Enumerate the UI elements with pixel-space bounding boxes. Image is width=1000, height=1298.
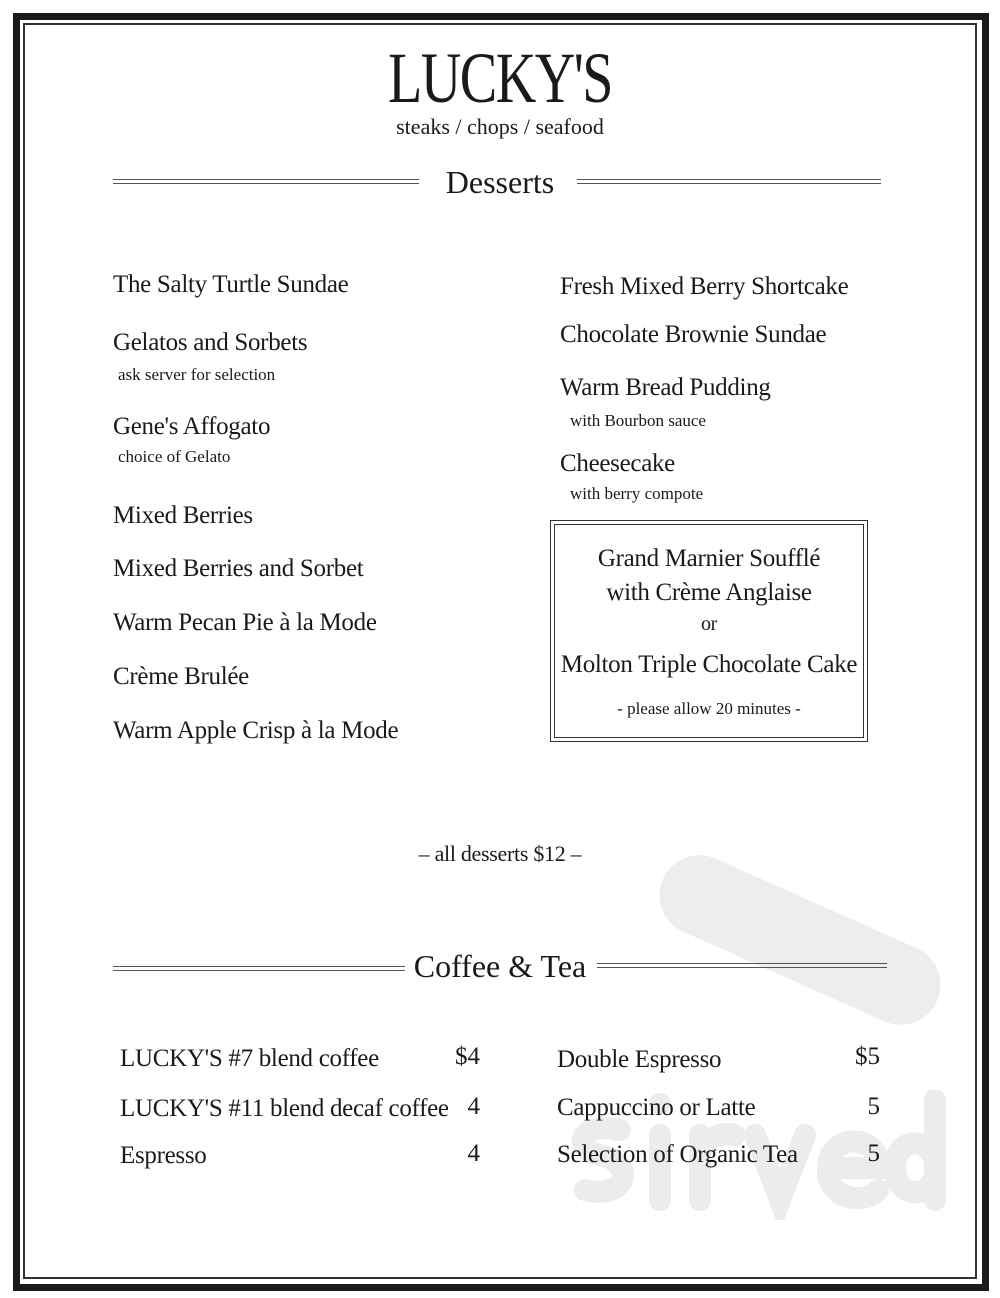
dessert-item: The Salty Turtle Sundae xyxy=(113,271,349,298)
special-note: - please allow 20 minutes - xyxy=(617,699,801,718)
dessert-item: Warm Bread Pudding xyxy=(560,374,771,401)
restaurant-logo: LUCKY'S xyxy=(388,38,612,118)
coffee-price: 4 xyxy=(467,1140,480,1167)
dessert-item: Gene's Affogato xyxy=(113,413,271,440)
desserts-heading: Desserts xyxy=(445,164,555,200)
dessert-note: with berry compote xyxy=(570,484,704,503)
coffee-price: 5 xyxy=(867,1140,880,1167)
coffee-price: 4 xyxy=(467,1093,480,1120)
coffee-item: Espresso xyxy=(120,1142,207,1169)
dessert-price-note: – all desserts $12 – xyxy=(418,841,582,866)
coffee-price: $4 xyxy=(455,1043,480,1070)
dessert-item: Mixed Berries xyxy=(113,502,253,529)
coffee-item: Selection of Organic Tea xyxy=(557,1141,798,1168)
coffee-price: 5 xyxy=(867,1093,880,1120)
dessert-item: Gelatos and Sorbets xyxy=(113,329,308,356)
special-item: Molton Triple Chocolate Cake xyxy=(560,651,858,678)
tagline: steaks / chops / seafood xyxy=(396,114,604,139)
coffee-item: LUCKY'S #7 blend coffee xyxy=(120,1045,379,1072)
special-item: Grand Marnier Soufflé xyxy=(597,545,821,572)
special-item-detail: with Crème Anglaise xyxy=(606,579,812,606)
dessert-item: Warm Apple Crisp à la Mode xyxy=(113,717,399,744)
dessert-item: Cheesecake xyxy=(560,450,675,477)
dessert-note: ask server for selection xyxy=(118,365,276,384)
coffee-item: Double Espresso xyxy=(557,1046,722,1073)
dessert-item: Chocolate Brownie Sundae xyxy=(560,321,827,348)
special-or: or xyxy=(700,613,718,635)
coffee-heading: Coffee & Tea xyxy=(413,948,587,984)
coffee-item: LUCKY'S #11 blend decaf coffee xyxy=(120,1095,449,1122)
coffee-item: Cappuccino or Latte xyxy=(557,1094,756,1121)
dessert-note: choice of Gelato xyxy=(118,447,231,466)
dessert-item: Fresh Mixed Berry Shortcake xyxy=(560,273,849,300)
dessert-item: Crème Brulée xyxy=(113,663,249,690)
dessert-item: Mixed Berries and Sorbet xyxy=(113,555,364,582)
dessert-item: Warm Pecan Pie à la Mode xyxy=(113,609,377,636)
dessert-note: with Bourbon sauce xyxy=(570,411,706,430)
coffee-price: $5 xyxy=(855,1043,880,1070)
divider xyxy=(597,963,887,968)
